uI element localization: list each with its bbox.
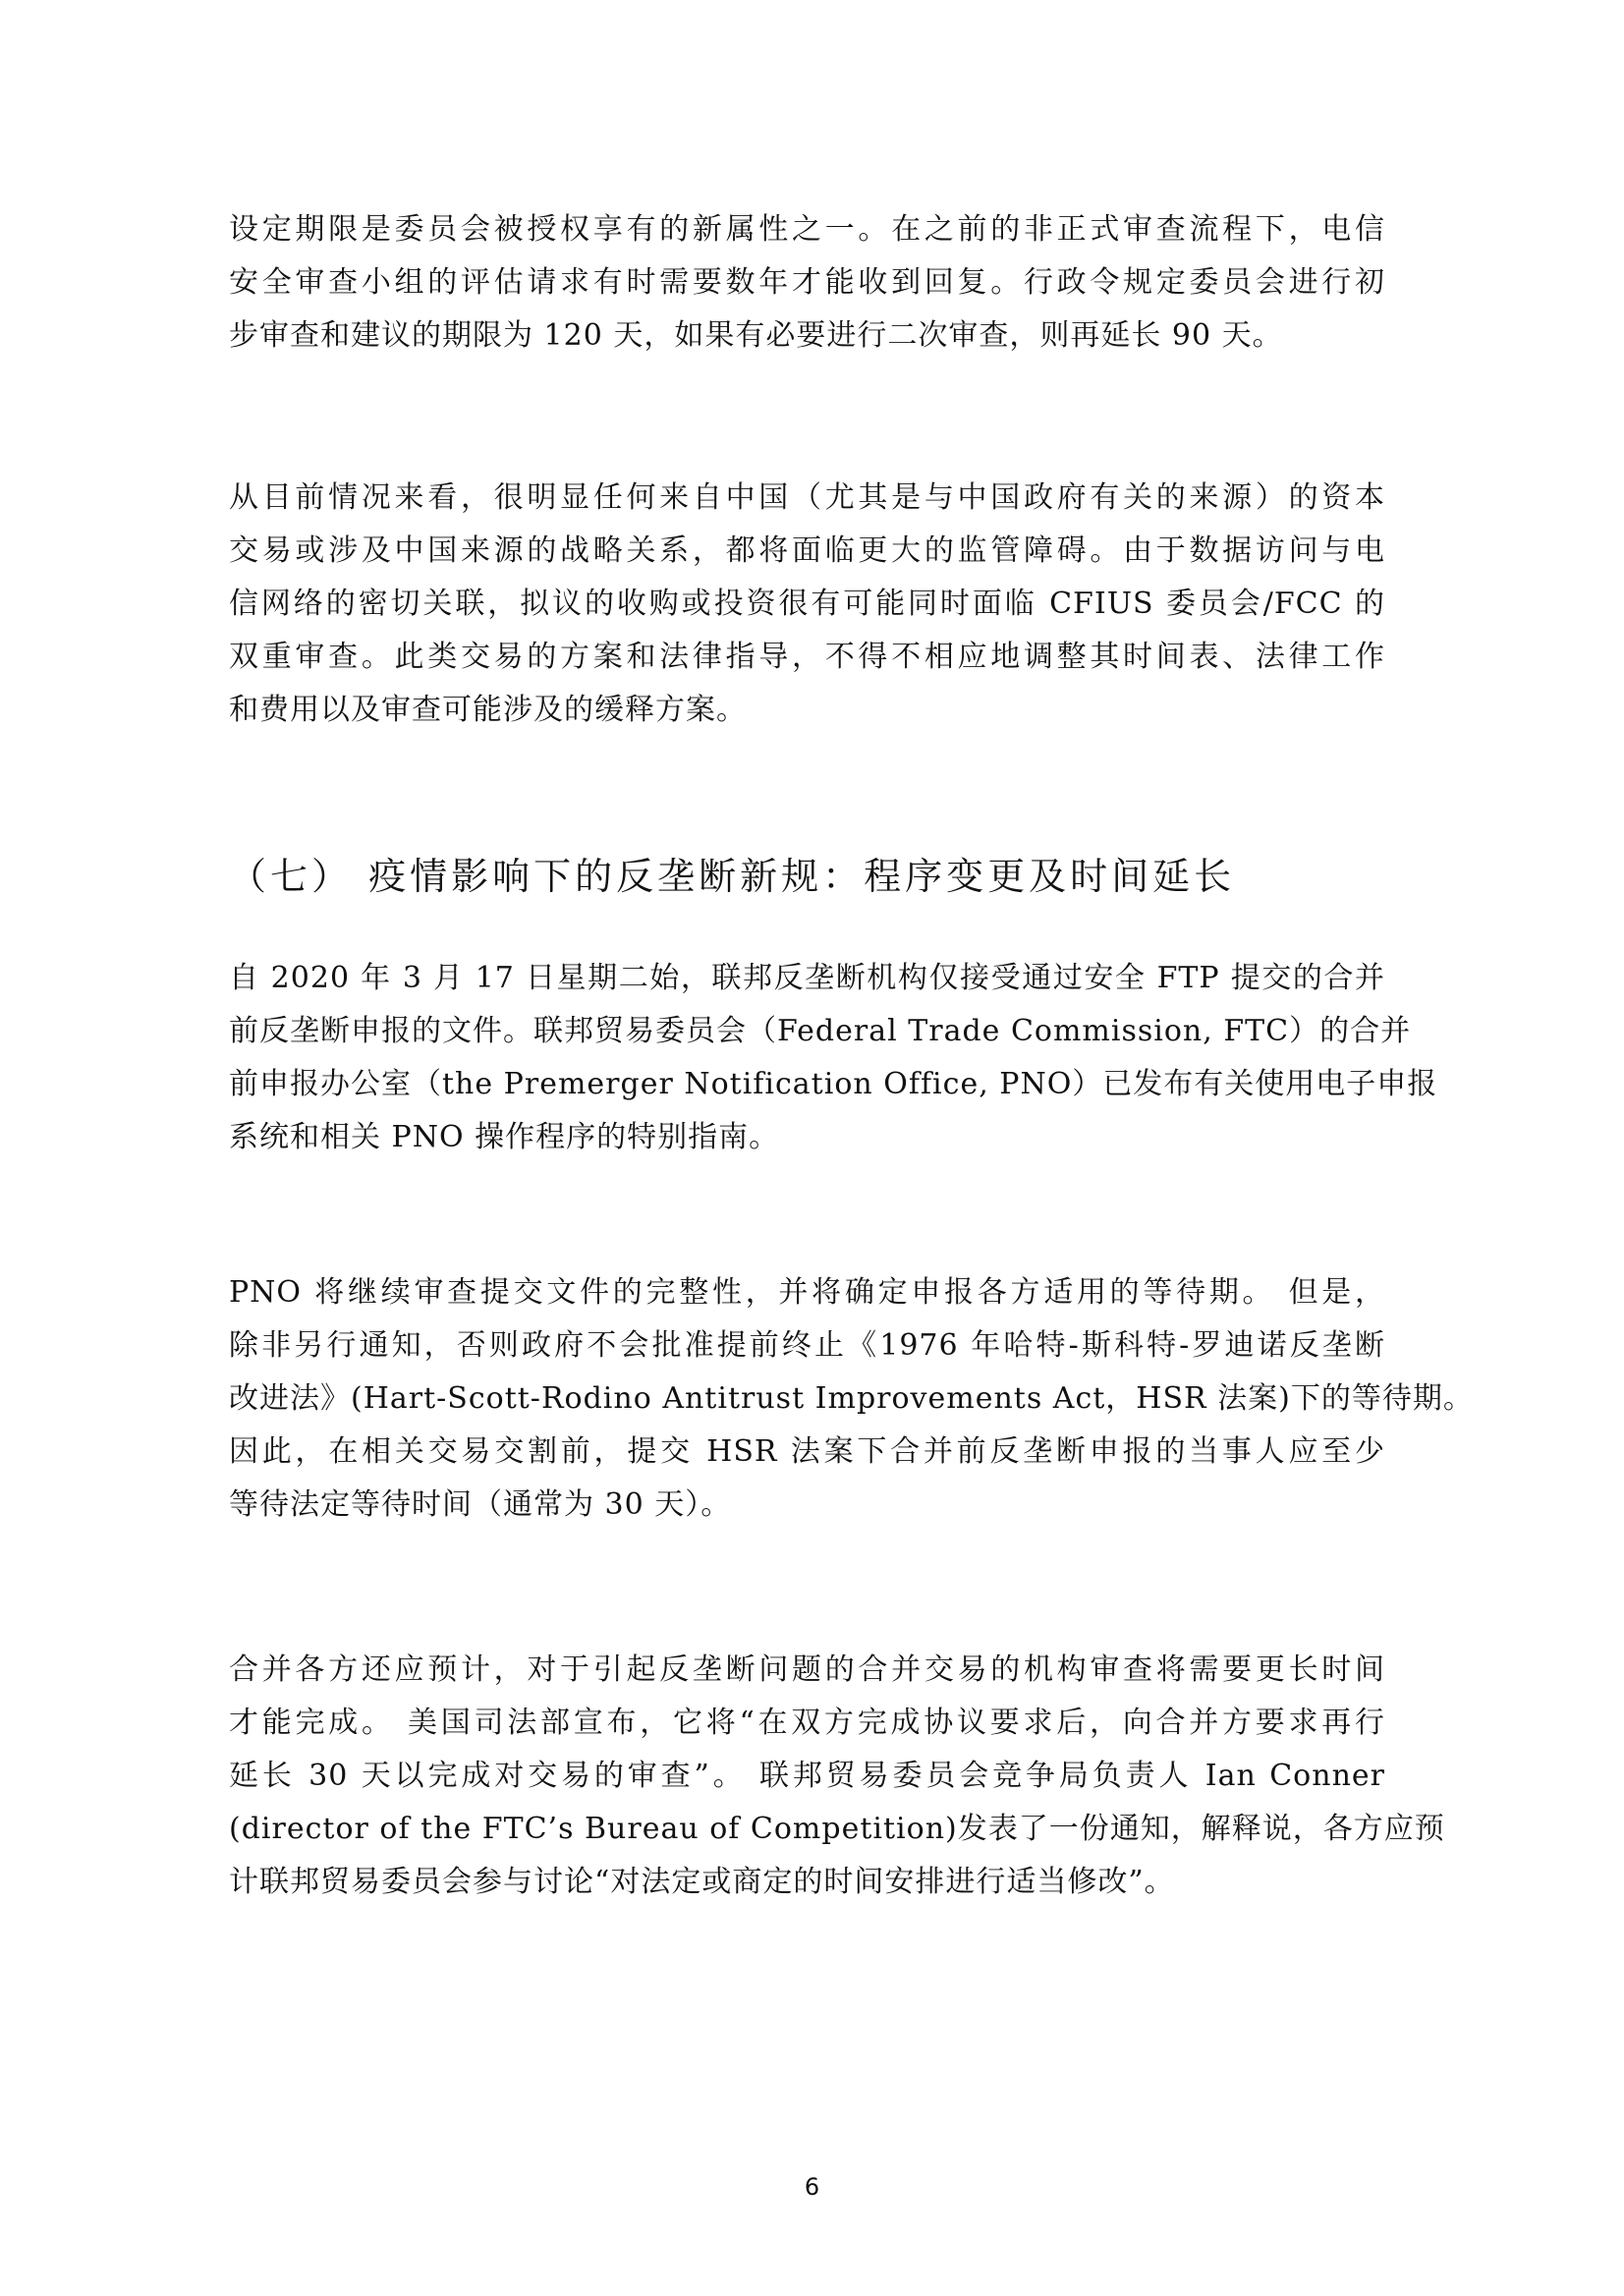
text-line: 才能完成。 美国司法部宣布，它将“在双方完成协议要求后，向合并方要求再行 — [229, 1706, 1385, 1740]
text-line: 等待法定等待时间（通常为 30 天）。 — [229, 1487, 732, 1522]
text-line: 信网络的密切关联，拟议的收购或投资很有可能同时面临 CFIUS 委员会/FCC 的 — [229, 587, 1385, 621]
text-line: 除非另行通知，否则政府不会批准提前终止《1976 年哈特-斯科特-罗迪诺反垄断 — [229, 1328, 1385, 1363]
text-line: 系统和相关 PNO 操作程序的特别指南。 — [229, 1120, 780, 1154]
paragraph-ftp-filing — [229, 952, 1438, 1164]
text-line: 从目前情况来看，很明显任何来自中国（尤其是与中国政府有关的来源）的资本 — [229, 480, 1385, 515]
text-line: 交易或涉及中国来源的战略关系，都将面临更大的监管障碍。由于数据访问与电 — [229, 533, 1385, 568]
text-line: 改进法》(Hart-Scott-Rodino Antitrust Improvements Act，HSR 法案)下的等待期。 — [229, 1381, 1474, 1416]
text-line: 安全审查小组的评估请求有时需要数年才能收到回复。行政令规定委员会进行初 — [229, 265, 1385, 300]
text-line: (director of the FTC’s Bureau of Competition)发表了一份通知，解释说，各方应预 — [229, 1812, 1445, 1846]
text-line: 前申报办公室（the Premerger Notification Office, PNO）已发布有关使用电子申报 — [229, 1067, 1438, 1101]
text-line: 前反垄断申报的文件。联邦贸易委员会（Federal Trade Commission, FTC）的合并 — [229, 1014, 1412, 1048]
text-line: 因此，在相关交易交割前，提交 HSR 法案下合并前反垄断申报的当事人应至少 — [229, 1434, 1385, 1469]
text-line: 步审查和建议的期限为 120 天，如果有必要进行二次审查，则再延长 90 天。 — [229, 318, 1283, 353]
text-line: 合并各方还应预计，对于引起反垄断问题的合并交易的机构审查将需要更长时间 — [229, 1652, 1385, 1687]
text-line: 和费用以及审查可能涉及的缓释方案。 — [229, 693, 747, 727]
section-heading: （七） 疫情影响下的反垄断新规：程序变更及时间延长 — [229, 855, 1236, 898]
text-line: 计联邦贸易委员会参与讨论“对法定或商定的时间安排进行适当修改”。 — [229, 1865, 1175, 1899]
paragraph-review-deadline — [229, 203, 1385, 363]
text-line: 双重审查。此类交易的方案和法律指导，不得不相应地调整其时间表、法律工作 — [229, 640, 1385, 674]
paragraph-waiting-period — [229, 1266, 1474, 1532]
paragraph-agency-review — [229, 1644, 1445, 1909]
text-line: 延长 30 天以完成对交易的审查”。 联邦贸易委员会竞争局负责人 Ian Conner — [229, 1759, 1385, 1793]
paragraph-china-review — [229, 472, 1385, 737]
text-line: 自 2020 年 3 月 17 日星期二始，联邦反垄断机构仅接受通过安全 FTP 提交的合并 — [229, 961, 1385, 995]
page-number: 6 — [804, 2173, 820, 2201]
text-line: 设定期限是委员会被授权享有的新属性之一。在之前的非正式审查流程下，电信 — [229, 212, 1385, 247]
text-line: PNO 将继续审查提交文件的完整性，并将确定申报各方适用的等待期。 但是， — [229, 1275, 1385, 1310]
